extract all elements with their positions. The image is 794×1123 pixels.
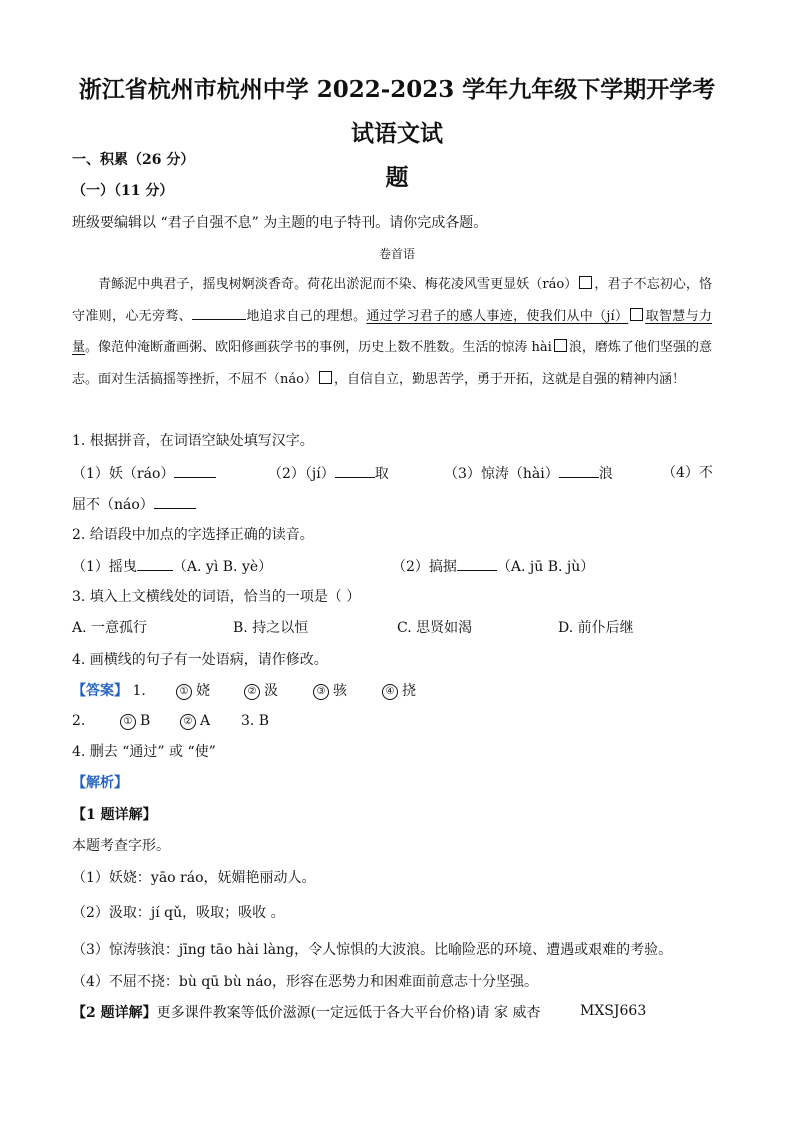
circled-number: ③	[313, 684, 329, 700]
q3-option-c: C. 思贤如渴	[397, 620, 473, 636]
answer-blank	[137, 556, 173, 571]
answer-1-item-1	[176, 681, 210, 701]
answer-value: 汲	[264, 683, 278, 699]
fill-blank-line	[192, 305, 246, 320]
question-2-stem: 2. 给语段中加点的字选择正确的读音。	[72, 527, 314, 543]
passage-text-4: 。像范仲淹断齑画粥、欧阳修画荻学书的事例，历史上数不胜数。生活的惊涛 hài	[85, 340, 552, 355]
circled-number: ①	[120, 714, 136, 730]
detail-1-heading: 【1 题详解】	[72, 807, 157, 823]
detail-2-heading: 【2 题详解】	[72, 1005, 157, 1021]
circled-number: ②	[180, 714, 196, 730]
q1-item-1	[72, 463, 216, 484]
answer-blank	[559, 463, 599, 478]
answer-1-item-4	[382, 681, 416, 701]
q2-item-2-options: （A. jū B. jù）	[496, 559, 595, 575]
q1-item-2	[268, 463, 389, 484]
answer-3: 3. B	[241, 713, 270, 729]
answer-value: 骇	[333, 683, 347, 699]
q2-item-1-options: （A. yì B. yè）	[172, 559, 273, 575]
answer-4: 4. 删去 “通过” 或 “使”	[72, 744, 216, 760]
section-heading: 一、积累（26 分）	[72, 152, 195, 168]
answer-value: A	[200, 713, 211, 729]
analysis-label: 【解析】	[72, 775, 128, 791]
passage-text-1: 青鲧泥中典君子，摇曳树婀淡香奇。荷花出淤泥而不染、梅花凌风雪更显妖（ráo）	[98, 277, 578, 292]
detail-1-item-2: （2）汲取：jí qǔ，吸取；吸收 。	[72, 905, 285, 921]
answer-blank	[174, 463, 216, 478]
answer-value: B	[140, 713, 151, 729]
blank-box	[630, 308, 643, 321]
passage-title: 卷首语	[378, 247, 415, 261]
title-line-1: 浙江省杭州市杭州中学 2022-2023 学年九年级下学期开学考试语文试	[78, 76, 716, 147]
footer-code: MXSJ663	[580, 1003, 647, 1019]
answer-1-number: 1.	[132, 683, 146, 699]
question-1-stem: 1. 根据拼音，在词语空缺处填写汉字。	[72, 433, 314, 449]
q3-option-b: B. 持之以恒	[233, 620, 309, 636]
q1-item-4-start: （4）不	[662, 465, 713, 481]
passage-text-3: 地追求自己的理想。	[246, 308, 367, 324]
q1-item-1-label: （1）妖（ráo）	[72, 466, 175, 482]
answer-2-item-2	[180, 711, 210, 731]
q1-item-3-label: （3）惊涛（hài）	[444, 466, 559, 482]
q1-item-3-suffix: 浪	[598, 466, 613, 482]
answer-blank	[154, 494, 196, 509]
answer-2-item-1	[120, 711, 150, 731]
answer-label: 【答案】	[72, 683, 128, 699]
answer-2-number: 2.	[72, 713, 86, 729]
sub-heading: （一）（11 分）	[72, 183, 174, 199]
answer-1-item-3	[313, 681, 347, 701]
q1-item-3	[444, 463, 613, 484]
q2-item-2	[392, 556, 594, 577]
answer-line-1	[72, 681, 146, 701]
passage-text-2: ，君子不忘初心，恪守准则，心无旁骛、	[72, 277, 712, 324]
q1-item-4-label: 屈不（náo）	[72, 497, 154, 513]
circled-number: ①	[176, 684, 192, 700]
detail-1-item-3: （3）惊涛骇浪：jīng tāo hài làng，令人惊惧的大波浪。比喻险恶的环境、遭遇或艰难的考验。	[72, 942, 673, 958]
q2-item-1-label: （1）摇曳	[72, 559, 137, 575]
q2-item-2-label: （2）搞据	[392, 559, 457, 575]
q1-item-4	[72, 494, 196, 515]
detail-1-item-1: （1）妖娆：yāo ráo，妩媚艳丽动人。	[72, 870, 316, 886]
answer-blank	[335, 463, 375, 478]
answer-value: 娆	[196, 683, 210, 699]
q1-item-2-label: （2）（jí）	[268, 466, 335, 482]
circled-number: ②	[244, 684, 260, 700]
passage-body	[72, 269, 712, 395]
underlined-sentence-1: 通过学习君子的感人事迹，使我们从中（jí）	[366, 308, 629, 324]
answer-value: 挠	[402, 683, 416, 699]
circled-number: ④	[382, 684, 398, 700]
detail-2-line	[72, 1003, 540, 1023]
question-4-stem: 4. 画横线的句子有一处语病，请作修改。	[72, 652, 328, 668]
answer-blank	[457, 556, 497, 571]
passage-text-6: ，自信自立，勤思苦学，勇于开拓，这就是自强的精神内涵！	[333, 371, 685, 387]
question-3-stem: 3. 填入上文横线处的词语，恰当的一项是（ ）	[72, 589, 361, 605]
q2-item-1	[72, 556, 272, 577]
detail-1-item-4: （4）不屈不挠：bù qū bù náo，形容在恶势力和困难面前意志十分坚强。	[72, 974, 538, 990]
blank-box	[319, 371, 332, 384]
q3-option-a: A. 一意孤行	[72, 620, 148, 636]
answer-1-item-2	[244, 681, 278, 701]
q3-option-d: D. 前仆后继	[558, 620, 634, 636]
blank-box	[554, 339, 567, 352]
blank-box	[579, 276, 592, 289]
detail-2-text: 更多课件教案等低价滋源(一定远低于各大平台价格)请 家 威杏	[156, 1005, 541, 1021]
intro-text: 班级要编辑以 “君子自强不息” 为主题的电子特刊。请你完成各题。	[72, 215, 488, 231]
underlined-sentence-2: 取智慧与力量	[72, 308, 712, 355]
q1-item-2-suffix: 取	[374, 466, 389, 482]
passage-text-5: 浪，磨炼了他们坚强的意志。面对生活搞摇等挫折，不屈不（náo）	[72, 340, 712, 387]
detail-1-intro: 本题考查字形。	[72, 838, 170, 854]
title-line-2: 题	[385, 164, 409, 191]
